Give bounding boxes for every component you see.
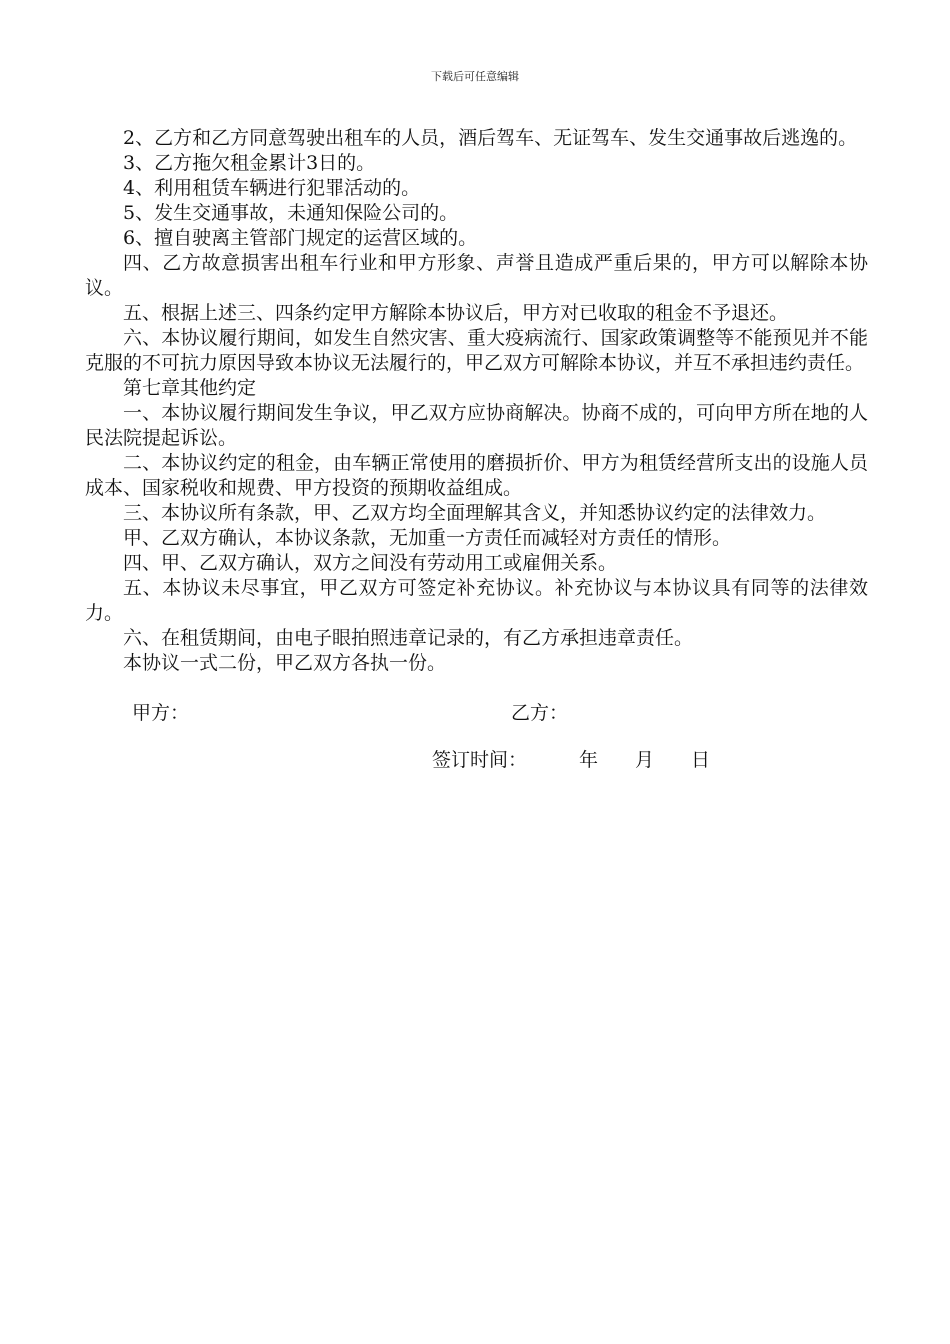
paragraph: 2、乙方和乙方同意驾驶出租车的人员，酒后驾车、无证驾车、发生交通事故后逃逸的。 [123,127,858,149]
party-b-label: 乙方： [511,702,569,724]
year-label: 年 [579,749,599,771]
paragraph: 4、利用租赁车辆进行犯罪活动的。 [123,177,421,199]
day-label: 日 [691,749,711,771]
paragraph: 3、乙方拖欠租金累计3日的。 [123,152,376,174]
paragraph: 5、发生交通事故，未通知保险公司的。 [123,202,459,224]
chapter-heading: 第七章其他约定 [123,377,257,399]
paragraph: 6、擅自驶离主管部门规定的运营区域的。 [123,227,478,249]
paragraph: 三、本协议所有条款，甲、乙双方均全面理解其含义，并知悉协议约定的法律效力。 [123,502,827,524]
paragraph: 本协议一式二份，甲乙双方各执一份。 [123,652,447,674]
paragraph: 一、本协议履行期间发生争议，甲乙双方应协商解决。协商不成的，可向甲方所在地的人民法院提起诉讼。 [85,402,868,449]
month-label: 月 [635,749,655,771]
paragraph: 五、本协议未尽事宜，甲乙双方可签定补充协议。补充协议与本协议具有同等的法律效力。 [85,577,868,624]
paragraph: 四、乙方故意损害出租车行业和甲方形象、声誉且造成严重后果的，甲方可以解除本协议。 [85,252,868,299]
page-header: 下载后可任意编辑 [431,70,519,83]
signature-row [85,701,868,748]
paragraph: 五、根据上述三、四条约定甲方解除本协议后，甲方对已收取的租金不予退还。 [123,302,789,324]
party-a-label: 甲方： [132,702,190,724]
paragraph: 四、甲、乙双方确认，双方之间没有劳动用工或雇佣关系。 [123,552,618,574]
paragraph: 六、本协议履行期间，如发生自然灾害、重大疫病流行、国家政策调整等不能预见并不能克服的不可抗力原因导致本协议无法履行的，甲乙双方可解除本协议，并互不承担违约责任。 [85,327,868,374]
spacer [85,676,868,701]
signing-date-label: 签订时间： [432,749,528,771]
paragraph: 二、本协议约定的租金，由车辆正常使用的磨损折价、甲方为租赁经营所支出的设施人员成本、国家税收和规费、甲方投资的预期收益组成。 [85,452,868,499]
document-body [85,126,868,778]
paragraph: 六、在租赁期间，由电子眼拍照违章记录的，有乙方承担违章责任。 [123,627,694,649]
signing-date-row [85,748,868,778]
paragraph: 甲、乙双方确认，本协议条款，无加重一方责任而减轻对方责任的情形。 [123,527,732,549]
